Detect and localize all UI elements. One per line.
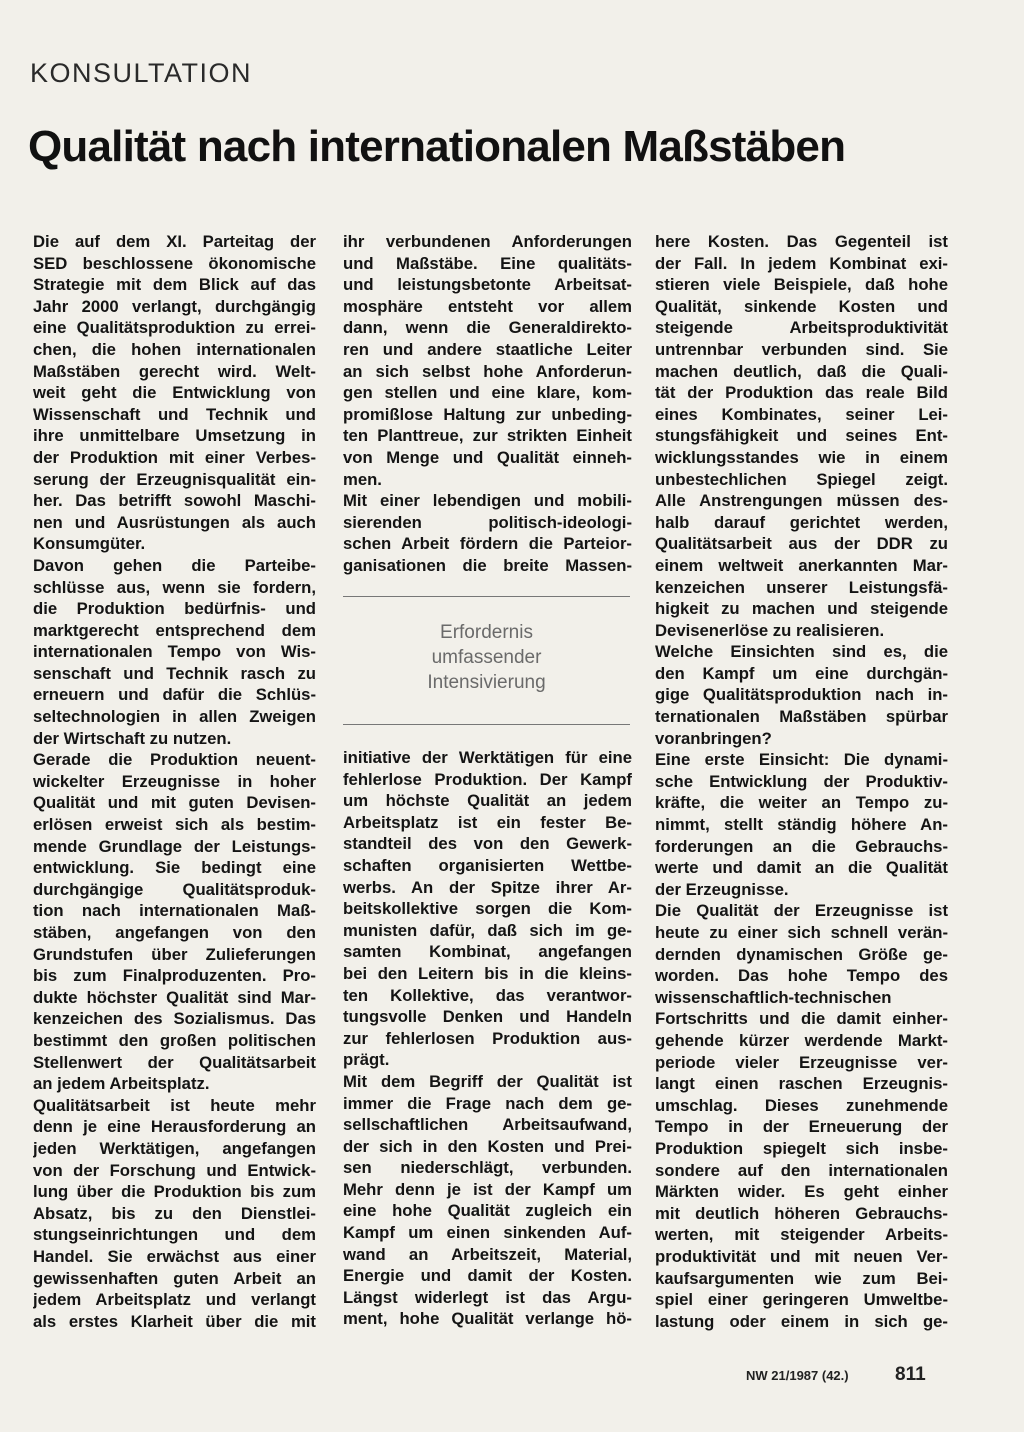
text-line: Eine erste Einsicht: Die dynami- bbox=[655, 750, 948, 770]
text-line: Produktion spiegelt sich insbe- bbox=[655, 1138, 948, 1158]
text-line: Strategie mit dem Blick auf das bbox=[33, 275, 316, 295]
text-line: voranbringen? bbox=[655, 728, 772, 748]
text-line: ment, hohe Qualität verlange hö- bbox=[343, 1309, 632, 1329]
text-line: gige Qualitätsproduktion nach in- bbox=[655, 685, 948, 705]
text-line: Jahr 2000 verlangt, durchgängig bbox=[33, 296, 316, 316]
text-line: Energie und damit der Kosten. bbox=[343, 1266, 632, 1286]
text-line: schen Arbeit fördern die Parteior- bbox=[343, 534, 632, 554]
text-line: kräfte, die weiter an Tempo zu- bbox=[655, 793, 948, 813]
text-line: fehlerlose Produktion. Der Kampf bbox=[343, 769, 632, 789]
text-line: mosphäre entsteht vor allem bbox=[343, 296, 632, 316]
text-line: mit deutlich höheren Gebrauchs- bbox=[655, 1203, 948, 1223]
text-line: Maßstäben gerecht wird. Welt- bbox=[33, 361, 316, 381]
text-line: kenzeichen des Sozialismus. Das bbox=[33, 1009, 316, 1029]
text-line: standteil des von den Gewerk- bbox=[343, 834, 632, 854]
text-line: beitskollektive sorgen die Kom- bbox=[343, 899, 632, 919]
pullquote-rule-bottom bbox=[343, 724, 630, 725]
pullquote bbox=[343, 620, 630, 695]
text-line: nimmt, stellt ständig höhere An- bbox=[655, 815, 948, 835]
text-line: werten, mit steigender Arbeits- bbox=[655, 1225, 948, 1245]
text-line: ternationalen Maßstäben spürbar bbox=[655, 707, 948, 727]
text-line: eine Qualitätsproduktion zu errei- bbox=[33, 318, 316, 338]
text-line: an sich selbst hohe Anforderun- bbox=[343, 361, 632, 381]
text-line: Qualitätsarbeit ist heute mehr bbox=[33, 1095, 316, 1115]
text-line: unbestechlichen Spiegel zeigt. bbox=[655, 469, 948, 489]
text-line: der sich in den Kosten und Prei- bbox=[343, 1136, 632, 1156]
text-line: stungsfähigkeit und seines Ent- bbox=[655, 426, 948, 446]
text-line: den Kampf um eine durchgän- bbox=[655, 663, 948, 683]
text-line: chen, die hohen internationalen bbox=[33, 339, 316, 359]
pullquote-line: umfassender bbox=[431, 647, 542, 668]
text-line: promißlose Haltung zur unbeding- bbox=[343, 404, 632, 424]
text-line: jedem Arbeitsplatz und verlangt bbox=[33, 1290, 316, 1310]
text-line: Absatz, bis zu den Dienstlei- bbox=[33, 1203, 316, 1223]
text-line: als erstes Klarheit über die mit bbox=[33, 1311, 316, 1331]
text-line: werte und damit an die Qualität bbox=[655, 858, 948, 878]
text-line: seltechnologien in allen Zweigen bbox=[33, 707, 316, 727]
text-line: Qualitätsarbeit aus der DDR zu bbox=[655, 534, 948, 554]
page-number: 811 bbox=[895, 1364, 926, 1385]
text-line: weit geht die Entwicklung von bbox=[33, 383, 316, 403]
text-line: bis zum Finalproduzenten. Pro- bbox=[33, 966, 316, 986]
text-line: und Maßstäbe. Eine qualitäts- bbox=[343, 253, 632, 273]
text-line: lung über die Produktion bis zum bbox=[33, 1182, 316, 1202]
text-line: eines Kombinates, seiner Lei- bbox=[655, 404, 948, 424]
text-line: Kampf um einen sinkenden Auf- bbox=[343, 1223, 632, 1243]
text-column-3 bbox=[655, 231, 948, 1332]
text-line: durchgängige Qualitätsproduk- bbox=[33, 879, 316, 899]
text-line: internationalen Tempo von Wis- bbox=[33, 642, 316, 662]
text-line: der Fall. In jedem Kombinat exi- bbox=[655, 253, 948, 273]
text-line: gewissenhaften guten Arbeit an bbox=[33, 1268, 316, 1288]
text-line: sen niederschlägt, verbunden. bbox=[343, 1158, 632, 1178]
text-column-2-bottom bbox=[343, 747, 632, 1330]
text-line: senschaft und Technik rasch zu bbox=[33, 663, 316, 683]
text-line: halb darauf gerichtet werden, bbox=[655, 512, 948, 532]
text-line: eine hohe Qualität zugleich ein bbox=[343, 1201, 632, 1221]
text-line: die Produktion bedürfnis- und bbox=[33, 599, 316, 619]
text-line: der Produktion mit einer Verbes- bbox=[33, 447, 316, 467]
text-line: Qualität und mit guten Devisen- bbox=[33, 793, 316, 813]
text-line: sierenden politisch-ideologi- bbox=[343, 512, 632, 532]
text-line: dukte höchster Qualität sind Mar- bbox=[33, 987, 316, 1007]
text-line: Konsumgüter. bbox=[33, 534, 146, 554]
text-column-1 bbox=[33, 231, 316, 1332]
text-line: von Menge und Qualität einneh- bbox=[343, 447, 632, 467]
text-line: Arbeitsplatz ist ein fester Be- bbox=[343, 812, 632, 832]
text-line: sondere auf den internationalen bbox=[655, 1160, 948, 1180]
text-line: umschlag. Dieses zunehmende bbox=[655, 1095, 948, 1115]
pullquote-line: Intensivierung bbox=[427, 672, 546, 693]
text-line: bei den Leitern bis in die kleins- bbox=[343, 963, 632, 983]
text-line: stungseinrichtungen und dem bbox=[33, 1225, 316, 1245]
text-line: ganisationen die breite Massen- bbox=[343, 555, 632, 575]
text-line: Die auf dem XI. Parteitag der bbox=[33, 232, 316, 251]
text-line: und leistungsbetonte Arbeitsat- bbox=[343, 275, 632, 295]
text-line: schaften organisierten Wettbe- bbox=[343, 855, 632, 875]
text-line: um höchste Qualität an jedem bbox=[343, 791, 632, 811]
text-line: Mit einer lebendigen und mobili- bbox=[343, 491, 632, 511]
text-line: SED beschlossene ökonomische bbox=[33, 253, 316, 273]
text-line: Welche Einsichten sind es, die bbox=[655, 642, 948, 662]
text-line: serung der Erzeugnisqualität ein- bbox=[33, 469, 316, 489]
text-line: steigende Arbeitsproduktivität bbox=[655, 318, 948, 338]
text-line: an jedem Arbeitsplatz. bbox=[33, 1074, 210, 1094]
text-line: ten Kollektive, das verantwor- bbox=[343, 985, 632, 1005]
text-line: kenzeichen unserer Leistungsfä- bbox=[655, 577, 948, 597]
text-line: higkeit zu machen und steigende bbox=[655, 599, 948, 619]
text-line: men. bbox=[343, 469, 382, 489]
text-line: denn je eine Herausforderung an bbox=[33, 1117, 316, 1137]
text-line: sellschaftlichen Arbeitsaufwand, bbox=[343, 1115, 632, 1135]
text-line: mende Grundlage der Leistungs- bbox=[33, 836, 316, 856]
text-line: zur fehlerlosen Produktion aus- bbox=[343, 1028, 632, 1048]
text-line: schlüsse aus, wenn sie fordern, bbox=[33, 577, 316, 597]
text-line: tät der Produktion das reale Bild bbox=[655, 383, 948, 403]
text-line: der Wirtschaft zu nutzen. bbox=[33, 728, 232, 748]
text-line: wand an Arbeitszeit, Material, bbox=[343, 1244, 632, 1264]
text-line: worden. Das hohe Tempo des bbox=[655, 966, 948, 986]
article-headline: Qualität nach internationalen Maßstäben bbox=[28, 122, 846, 171]
text-line: erneuern und dafür die Schlüs- bbox=[33, 685, 316, 705]
text-line: jeden Werktätigen, angefangen bbox=[33, 1138, 316, 1158]
text-line: Gerade die Produktion neuent- bbox=[33, 750, 316, 770]
text-line: kaufsargumenten wie zum Bei- bbox=[655, 1268, 948, 1288]
text-line: Längst widerlegt ist das Argu- bbox=[343, 1287, 632, 1307]
text-line: Davon gehen die Parteibe- bbox=[33, 555, 316, 575]
issue-reference: NW 21/1987 (42.) bbox=[746, 1368, 849, 1383]
text-line: der Erzeugnisse. bbox=[655, 879, 789, 899]
text-line: heute zu einer sich schnell verän- bbox=[655, 923, 948, 942]
text-line: spiel einer geringeren Umweltbe- bbox=[655, 1290, 948, 1310]
text-line: Märkten wider. Es geht einher bbox=[655, 1182, 948, 1202]
text-line: Grundstufen über Zulieferungen bbox=[33, 944, 316, 964]
text-line: machen deutlich, daß die Quali- bbox=[655, 361, 948, 381]
text-line: ihre unmittelbare Umsetzung in bbox=[33, 426, 316, 446]
text-line: prägt. bbox=[343, 1050, 390, 1070]
text-line: initiative der Werktätigen für eine bbox=[343, 748, 632, 767]
text-line: langt einen raschen Erzeugnis- bbox=[655, 1074, 948, 1094]
text-line: periode vieler Erzeugnisse ver- bbox=[655, 1052, 948, 1072]
text-line: nen und Ausrüstungen als auch bbox=[33, 512, 316, 532]
text-line: Stellenwert der Qualitätsarbeit bbox=[33, 1052, 316, 1072]
text-line: Mehr denn je ist der Kampf um bbox=[343, 1179, 632, 1199]
text-line: gen stellen und eine klare, kom- bbox=[343, 383, 632, 403]
text-line: samten Kombinat, angefangen bbox=[343, 942, 632, 962]
section-label: KONSULTATION bbox=[30, 58, 253, 88]
text-line: einem weltweit anerkannten Mar- bbox=[655, 555, 948, 575]
text-column-2-top bbox=[343, 231, 632, 577]
text-line: werbs. An der Spitze ihrer Ar- bbox=[343, 877, 632, 897]
text-line: untrennbar verbunden sind. Sie bbox=[655, 339, 948, 359]
text-line: Handel. Sie erwächst aus einer bbox=[33, 1246, 316, 1266]
text-line: marktgerecht entsprechend dem bbox=[33, 620, 316, 640]
text-line: lastung oder einem in sich ge- bbox=[655, 1311, 948, 1331]
text-line: forderungen an die Gebrauchs- bbox=[655, 836, 948, 856]
text-line: her. Das betrifft sowohl Maschi- bbox=[33, 491, 316, 511]
text-line: wicklungsstandes wie in einem bbox=[655, 447, 948, 467]
text-line: immer die Frage nach dem ge- bbox=[343, 1093, 632, 1113]
text-line: tion nach internationalen Maß- bbox=[33, 901, 316, 921]
text-line: sche Entwicklung der Produktiv- bbox=[655, 771, 948, 791]
text-line: wickelter Erzeugnisse in hoher bbox=[33, 771, 316, 791]
pullquote-line: Erfordernis bbox=[440, 622, 533, 643]
text-line: dann, wenn die Generaldirekto- bbox=[343, 318, 632, 338]
text-line: Devisenerlöse zu realisieren. bbox=[655, 620, 885, 640]
text-line: stäben, angefangen von den bbox=[33, 923, 316, 942]
text-line: erlösen erweist sich als bestim- bbox=[33, 815, 316, 835]
text-line: tungsvolle Denken und Handeln bbox=[343, 1007, 632, 1027]
text-line: bestimmt den großen politischen bbox=[33, 1030, 316, 1050]
text-line: Fortschritts und die damit einher- bbox=[655, 1009, 948, 1029]
text-line: ren und andere staatliche Leiter bbox=[343, 339, 632, 359]
text-line: gehende kürzer werdende Markt- bbox=[655, 1030, 948, 1050]
text-line: ten Planttreue, zur strikten Einheit bbox=[343, 426, 632, 446]
text-line: ihr verbundenen Anforderungen bbox=[343, 232, 632, 251]
text-line: dernden dynamischen Größe ge- bbox=[655, 944, 948, 964]
text-line: here Kosten. Das Gegenteil ist bbox=[655, 232, 948, 251]
text-line: Qualität, sinkende Kosten und bbox=[655, 296, 948, 316]
text-line: Die Qualität der Erzeugnisse ist bbox=[655, 901, 948, 921]
text-line: stieren viele Beispiele, daß hohe bbox=[655, 275, 948, 295]
text-line: wissenschaftlich-technischen bbox=[655, 987, 892, 1007]
text-line: Wissenschaft und Technik und bbox=[33, 404, 316, 424]
text-line: munisten dafür, daß sich im ge- bbox=[343, 920, 632, 940]
pullquote-rule-top bbox=[343, 596, 630, 597]
text-line: produktivität und mit neuen Ver- bbox=[655, 1246, 948, 1266]
text-line: Tempo in der Erneuerung der bbox=[655, 1117, 948, 1137]
text-line: von der Forschung und Entwick- bbox=[33, 1160, 316, 1180]
text-line: Mit dem Begriff der Qualität ist bbox=[343, 1071, 632, 1091]
text-line: Alle Anstrengungen müssen des- bbox=[655, 491, 948, 511]
text-line: entwicklung. Sie bedingt eine bbox=[33, 858, 316, 878]
